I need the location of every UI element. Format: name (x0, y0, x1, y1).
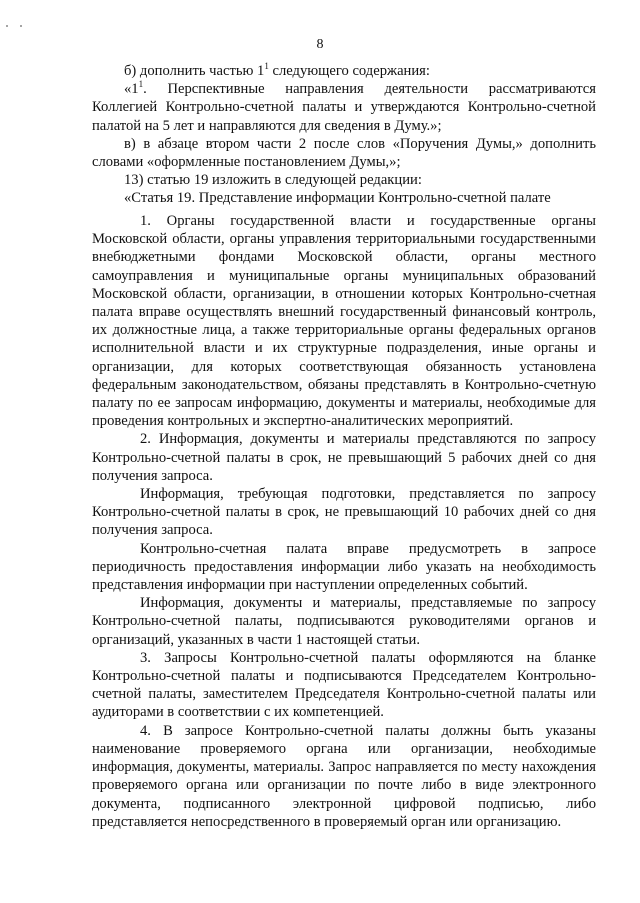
amendment-v: в) в абзаце втором части 2 после слов «Поручения Думы,» дополнить словами «оформленные постановлением Думы,»; (92, 135, 596, 171)
article-paragraph-1: 1. Органы государственной власти и государственные органы Московской области, органы управления территориальными государственными внебюджетными фондами Московской области, органы местного самоуправления и муниципальные органы муниципальных образований Московской области, организации, в отношении которых Контрольно-счетная палата вправе осуществлять внешний государственный финансовый контроль, их должностные лица, а также территориальные органы федеральных органов исполнительной власти и их структурные подразделения, иные органы и организации, для которых соответствующая обязанность установлена федеральным законодательством, обязаны представлять в Контрольно-счетную палату по ее запросам информацию, документы и материалы, необходимые для проведения контрольных и экспертно-аналитических мероприятий. (92, 213, 596, 430)
quoted-part (92, 80, 596, 135)
amendment-13: 13) статью 19 изложить в следующей редакции: (124, 172, 422, 189)
scan-speck (6, 25, 8, 27)
article-body (92, 212, 596, 831)
quoted-part-text: . Перспективные направления деятельности рассматриваются Коллегией Контрольно-счетной палаты и утверждаются Контрольно-счетной палатой на 5 лет и направляются для сведения в Думу.»; (92, 81, 596, 134)
article-paragraph-2b: Контрольно-счетная палата вправе предусмотреть в запросе периодичность предоставления информации либо указать на необходимость представления информации при наступлении определенных событий. (92, 540, 596, 594)
article-title: «Статья 19. Представление информации Контрольно-счетной палате (124, 190, 551, 207)
amendments-block (92, 62, 596, 208)
superscript: 1 (264, 61, 269, 71)
scan-speck (20, 25, 22, 27)
amendment-b-text: б) дополнить частью 1 (124, 63, 265, 79)
article-paragraph-2: 2. Информация, документы и материалы представляются по запросу Контрольно-счетной палаты в срок, не превышающий 5 рабочих дней со дня получения запроса. (92, 431, 596, 484)
article-paragraph-4: 4. В запросе Контрольно-счетной палаты должны быть указаны наименование проверяемого органа или организации, необходимые информация, документы, материалы. Запрос направляется по месту нахождения проверяемого органа или организации по почте либо в виде электронного документа, подписанного электронной цифровой подписью, либо представляется непосредственного в проверяемый орган или организацию. (92, 722, 596, 830)
article-paragraph-2c: Информация, документы и материалы, представляемые по запросу Контрольно-счетной палаты, подписываются руководителями органов и организаций, указанных в части 1 настоящей статьи. (92, 595, 596, 648)
article-paragraph-2a: Информация, требующая подготовки, представляется по запросу Контрольно-счетной палаты в срок, не превышающий 10 рабочих дней со дня получения запроса. (92, 486, 596, 539)
quoted-part-number: «1 (124, 81, 139, 98)
amendment-b-tail: следующего содержания: (268, 63, 430, 79)
amendment-b-line (92, 62, 596, 80)
article-paragraph-3: 3. Запросы Контрольно-счетной палаты оформляются на бланке Контрольно-счетной палаты и подписываются Председателем Контрольно-счетной палаты, заместителем Председателя Контрольно-счетной палаты или аудиторами в соответствии с их компетенцией. (92, 649, 596, 721)
superscript: 1 (138, 79, 144, 90)
page-number: 8 (316, 37, 324, 52)
